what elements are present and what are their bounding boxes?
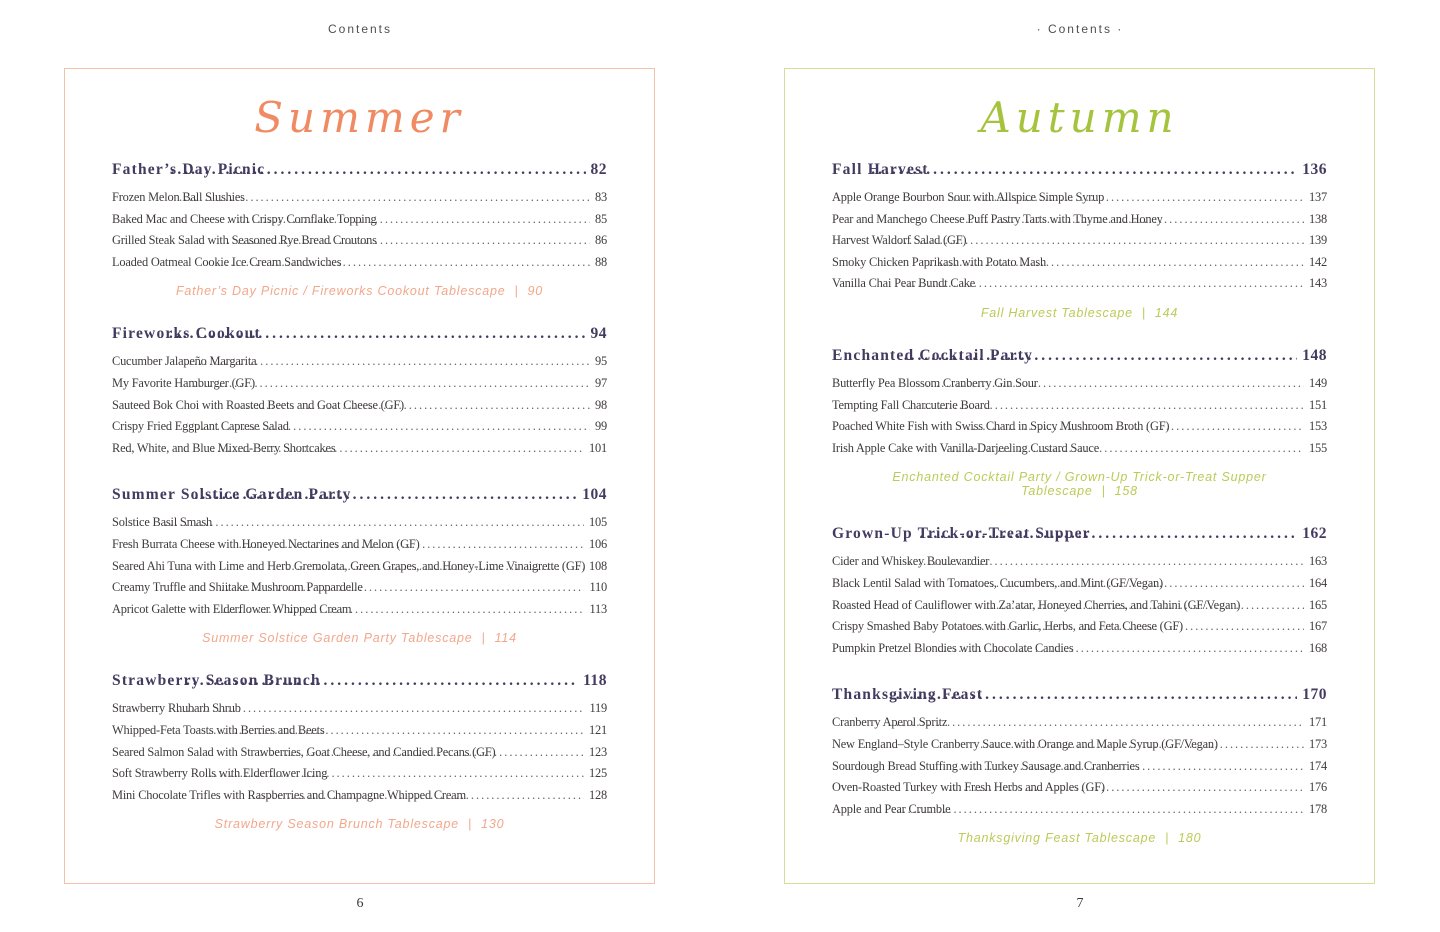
dot-leader [184, 351, 590, 373]
tablescape-label: Enchanted Cocktail Party / Grown-Up Trick-or-Treat Supper Tablescape [892, 470, 1267, 499]
dot-leader [938, 638, 1304, 660]
menu-title: Grown-Up Trick-or-Treat Supper [832, 525, 1091, 543]
recipe-page-number: 155 [1309, 440, 1327, 455]
recipe-title: New England–Style Cranberry Sauce with Orange and Maple Syrup (GF/Vegan) [832, 736, 1218, 751]
dot-leader [948, 777, 1304, 799]
menu-title: Strawberry Season Brunch [112, 672, 321, 690]
recipe-title: Seared Salmon Salad with Strawberries, Goat Cheese, and Candied Pecans (GF) [112, 744, 496, 759]
dot-leader [227, 230, 590, 252]
tablescape-label: Father’s Day Picnic / Fireworks Cookout Tablescape [175, 284, 506, 299]
toc-item-row [832, 230, 1327, 252]
dot-leader [183, 373, 590, 395]
recipe-list [112, 512, 607, 620]
tablescape-page-number: 90 [527, 284, 544, 299]
menu-section [112, 485, 607, 645]
toc-item-row [832, 395, 1327, 417]
toc-item-row [832, 712, 1327, 734]
recipe-title: Vanilla Chai Pear Bundt Cake [832, 276, 976, 291]
dot-leader [980, 734, 1304, 756]
recipe-page-number: 164 [1309, 575, 1327, 590]
toc-item-row [112, 599, 607, 621]
recipe-page-number: 108 [589, 558, 607, 573]
recipe-page-number: 101 [589, 440, 607, 455]
toc-item-row [112, 230, 607, 252]
recipe-title: My Favorite Hamburger (GF) [112, 375, 255, 390]
dot-leader [215, 252, 590, 274]
dot-leader [260, 742, 584, 764]
recipe-title: Loaded Oatmeal Cookie Ice Cream Sandwiches [112, 254, 342, 269]
recipe-title: Oven-Roasted Turkey with Fresh Herbs and Apples (GF) [832, 780, 1105, 795]
toc-item-row [832, 373, 1327, 395]
page-number: 6 [356, 896, 364, 911]
dot-leader [946, 438, 1304, 460]
dot-leader [959, 756, 1304, 778]
menu-page-number: 170 [1302, 686, 1327, 704]
menu-page-number: 82 [590, 161, 607, 178]
recipe-page-number: 176 [1309, 780, 1327, 795]
tablescape-label: Summer Solstice Garden Party Tablescape [202, 631, 473, 646]
running-head: · Contents · [1036, 22, 1124, 36]
recipe-page-number: 95 [595, 354, 607, 369]
menu-section [112, 160, 607, 298]
menu-section [112, 324, 607, 459]
toc-item-row [112, 534, 607, 556]
toc-item-row [832, 416, 1327, 438]
menu-section [832, 685, 1327, 845]
recipe-page-number: 163 [1309, 554, 1327, 569]
toc-item-row [112, 373, 607, 395]
menu-section [832, 160, 1327, 320]
recipe-title: Mini Chocolate Trifles with Raspberries and Champagne Whipped Cream [112, 787, 466, 802]
dot-leader [212, 438, 584, 460]
tablescape-divider: | [514, 284, 519, 299]
menu-section [112, 671, 607, 831]
recipe-page-number: 121 [589, 722, 607, 737]
recipe-page-number: 125 [589, 766, 607, 781]
dot-leader [281, 556, 584, 578]
toc-item-row [112, 209, 607, 231]
menu-title: Summer Solstice Garden Party [112, 486, 352, 504]
dot-leader [177, 698, 585, 720]
toc-item-row [832, 799, 1327, 821]
sections-container [832, 160, 1327, 845]
recipe-title: Irish Apple Cake with Vanilla-Darjeeling Custard Sauce [832, 440, 1100, 455]
dot-leader [208, 720, 584, 742]
dot-leader [186, 671, 578, 691]
menu-heading-row [112, 671, 607, 691]
dot-leader [891, 712, 1304, 734]
recipe-page-number: 106 [589, 536, 607, 551]
recipe-list [832, 187, 1327, 295]
tablescape-page-number: 180 [1178, 831, 1202, 846]
toc-item-row [832, 438, 1327, 460]
recipe-title: Sourdough Bread Stuffing with Turkey Sausage and Cranberries [832, 758, 1140, 773]
menu-heading-row [832, 160, 1327, 180]
recipe-page-number: 99 [595, 419, 607, 434]
recipe-page-number: 137 [1309, 190, 1327, 204]
dot-leader [965, 573, 1304, 595]
dot-leader [986, 595, 1304, 617]
recipe-page-number: 105 [589, 515, 607, 530]
recipe-title: Cucumber Jalapeño Margarita [112, 354, 257, 369]
recipe-page-number: 86 [595, 233, 607, 248]
menu-heading-row [832, 524, 1327, 544]
dot-leader [235, 395, 590, 417]
recipe-title: Strawberry Rhubarb Shrub [112, 701, 241, 716]
tablescape-page-number: 130 [481, 817, 505, 832]
dot-leader [967, 416, 1304, 438]
toc-item-row [832, 209, 1327, 231]
recipe-page-number: 139 [1309, 233, 1327, 248]
toc-frame [64, 68, 655, 884]
recipe-page-number: 153 [1309, 419, 1327, 434]
dot-leader [902, 273, 1304, 295]
recipe-list [832, 551, 1327, 659]
recipe-title: Soft Strawberry Rolls with Elderflower Icing [112, 766, 328, 781]
toc-item-row [112, 698, 607, 720]
recipe-page-number: 123 [589, 744, 607, 759]
menu-title: Fireworks Cookout [112, 325, 261, 343]
tablescape-page-number: 144 [1154, 305, 1179, 320]
toc-frame [784, 68, 1375, 884]
recipe-page-number: 113 [589, 601, 607, 616]
tablescape-note [112, 817, 607, 831]
recipe-title: Creamy Truffle and Shiitake Mushroom Pappardelle [112, 580, 363, 595]
tablescape-divider: | [1165, 831, 1170, 846]
recipe-title: Seared Ahi Tuna with Lime and Herb Gremolata, Green Grapes, and Honey-Lime Vinaigrette (GF) [112, 558, 586, 573]
dot-leader [217, 599, 584, 621]
toc-item-row [112, 556, 607, 578]
menu-heading-row [832, 346, 1327, 366]
dot-leader [948, 187, 1304, 209]
toc-item-row [112, 438, 607, 460]
recipe-title: Sauteed Bok Choi with Roasted Beets and Goat Cheese (GF) [112, 397, 404, 412]
dot-leader [239, 534, 584, 556]
tablescape-note [112, 284, 607, 298]
recipe-list [112, 698, 607, 806]
recipe-title: Smoky Chicken Paprikash with Potato Mash [832, 254, 1046, 269]
dot-leader [196, 416, 590, 438]
recipe-title: Fresh Burrata Cheese with Honeyed Nectarines and Melon (GF) [112, 536, 420, 551]
toc-item-row [832, 551, 1327, 573]
dot-leader [871, 160, 1297, 180]
toc-item-row [832, 638, 1327, 660]
recipe-title: Tempting Fall Charcuterie Board [832, 397, 990, 412]
recipe-page-number: 143 [1309, 276, 1327, 291]
recipe-title: Crispy Fried Eggplant Caprese Salad [112, 419, 289, 434]
recipe-title: Cider and Whiskey Boulevardier [832, 554, 990, 569]
tablescape-divider: | [481, 631, 486, 646]
toc-item-row [112, 395, 607, 417]
toc-item-row [112, 742, 607, 764]
dot-leader [926, 373, 1304, 395]
toc-item-row [112, 416, 607, 438]
recipe-title: Red, White, and Blue Mixed-Berry Shortcakes [112, 440, 336, 455]
dot-leader [194, 485, 577, 505]
recipe-title: Solstice Basil Smash [112, 515, 212, 530]
recipe-page-number: 98 [595, 397, 607, 412]
toc-item-row [112, 720, 607, 742]
dot-leader [904, 346, 1298, 366]
menu-section [832, 346, 1327, 498]
recipe-title: Apricot Galette with Elderflower Whipped Cream [112, 601, 352, 616]
toc-item-row [832, 252, 1327, 274]
recipe-page-number: 173 [1309, 736, 1327, 751]
season-title: Summer [254, 93, 465, 142]
toc-item-row [832, 616, 1327, 638]
recipe-page-number: 151 [1309, 397, 1327, 412]
tablescape-page-number: 158 [1114, 484, 1138, 499]
recipe-title: Baked Mac and Cheese with Crispy Cornflake Topping [112, 211, 377, 226]
toc-item-row [832, 734, 1327, 756]
dot-leader [965, 209, 1304, 231]
recipe-page-number: 83 [595, 190, 607, 204]
page-number: 7 [1076, 896, 1084, 911]
menu-page-number: 118 [583, 672, 607, 690]
recipe-list [832, 373, 1327, 459]
recipe-title: Whipped-Feta Toasts with Berries and Beets [112, 722, 325, 737]
recipe-page-number: 85 [595, 211, 607, 226]
dot-leader [164, 512, 584, 534]
menu-title: Thanksgiving Feast [832, 686, 984, 704]
dot-leader [221, 577, 584, 599]
toc-item-row [112, 577, 607, 599]
recipe-title: Grilled Steak Salad with Seasoned Rye Bread Croutons [112, 233, 377, 248]
recipe-page-number: 128 [589, 787, 607, 802]
toc-item-row [832, 273, 1327, 295]
tablescape-note [832, 306, 1327, 320]
toc-item-row [832, 595, 1327, 617]
recipe-page-number: 174 [1309, 758, 1327, 773]
toc-item-row [112, 512, 607, 534]
dot-leader [920, 524, 1298, 544]
dot-leader [227, 209, 590, 231]
recipe-page-number: 168 [1309, 640, 1327, 655]
tablescape-divider: | [1101, 484, 1106, 499]
recipe-page-number: 110 [589, 580, 607, 595]
recipe-page-number: 171 [1309, 715, 1327, 730]
recipe-title: Black Lentil Salad with Tomatoes, Cucumbers, and Mint (GF/Vegan) [832, 575, 1163, 590]
dot-leader [908, 395, 1304, 417]
recipe-list [832, 712, 1327, 820]
toc-item-row [832, 777, 1327, 799]
tablescape-note [112, 631, 607, 645]
toc-item-row [112, 252, 607, 274]
tablescape-label: Thanksgiving Feast Tablescape [957, 831, 1157, 846]
toc-item-row [832, 187, 1327, 209]
menu-title: Father’s Day Picnic [112, 161, 266, 178]
menu-page-number: 104 [582, 486, 607, 504]
toc-item-row [112, 187, 607, 209]
menu-heading-row [832, 685, 1327, 705]
dot-leader [169, 324, 585, 344]
recipe-title: Pear and Manchego Cheese Puff Pastry Tarts with Thyme and Honey [832, 211, 1163, 226]
dot-leader [209, 763, 584, 785]
recipe-title: Cranberry Aperol Spritz [832, 715, 948, 730]
recipe-title: Roasted Head of Cauliflower with Za’atar, Honeyed Cherries, and Tahini (GF/Vegan) [832, 597, 1241, 612]
toc-item-row [112, 763, 607, 785]
dot-leader [899, 230, 1304, 252]
toc-item-row [832, 573, 1327, 595]
recipe-title: Apple and Pear Crumble [832, 801, 951, 816]
menu-title: Enchanted Cocktail Party [832, 346, 1034, 364]
tablescape-label: Fall Harvest Tablescape [980, 305, 1133, 320]
menu-heading-row [112, 324, 607, 344]
recipe-page-number: 178 [1309, 801, 1327, 816]
recipe-page-number: 142 [1309, 254, 1327, 269]
dot-leader [179, 187, 590, 209]
toc-item-row [832, 756, 1327, 778]
tablescape-note [832, 831, 1327, 845]
dot-leader [892, 799, 1304, 821]
toc-item-row [112, 351, 607, 373]
dot-leader [908, 551, 1304, 573]
dot-leader [889, 685, 1297, 705]
dot-leader [170, 160, 585, 180]
recipe-list [112, 187, 607, 273]
menu-heading-row [112, 485, 607, 505]
recipe-title: Pumpkin Pretzel Blondies with Chocolate Candies [832, 640, 1074, 655]
recipe-title: Apple Orange Bourbon Sour with Allspice Simple Syrup [832, 190, 1105, 204]
recipe-page-number: 165 [1309, 597, 1327, 612]
menu-title: Fall Harvest [832, 161, 929, 178]
menu-heading-row [112, 160, 607, 180]
recipe-title: Poached White Fish with Swiss Chard in Spicy Mushroom Broth (GF) [832, 419, 1170, 434]
menu-page-number: 148 [1302, 346, 1327, 364]
recipe-page-number: 88 [595, 254, 607, 269]
sections-container [112, 160, 607, 831]
recipe-title: Butterfly Pea Blossom Cranberry Gin Sour [832, 375, 1038, 390]
toc-item-row [112, 785, 607, 807]
recipe-title: Crispy Smashed Baby Potatoes with Garlic, Herbs, and Feta Cheese (GF) [832, 619, 1183, 634]
tablescape-label: Strawberry Season Brunch Tablescape [214, 817, 459, 832]
menu-page-number: 94 [590, 325, 607, 343]
dot-leader [929, 252, 1304, 274]
tablescape-divider: | [468, 817, 473, 832]
dot-leader [971, 616, 1304, 638]
recipe-title: Frozen Melon Ball Slushies [112, 190, 245, 204]
dot-leader [252, 785, 584, 807]
tablescape-note [832, 470, 1327, 498]
menu-page-number: 136 [1302, 161, 1327, 178]
menu-page-number: 162 [1302, 525, 1327, 543]
recipe-page-number: 138 [1309, 211, 1327, 226]
page-autumn [720, 0, 1440, 932]
recipe-page-number: 119 [589, 701, 607, 716]
season-title: Autumn [980, 93, 1179, 142]
tablescape-page-number: 114 [494, 631, 517, 646]
tablescape-divider: | [1141, 305, 1146, 320]
recipe-page-number: 167 [1309, 619, 1327, 634]
recipe-page-number: 97 [595, 375, 607, 390]
recipe-list [112, 351, 607, 459]
running-head: Contents [327, 22, 393, 36]
recipe-page-number: 149 [1309, 375, 1327, 390]
menu-section [832, 524, 1327, 659]
recipe-title: Harvest Waldorf Salad (GF) [832, 233, 967, 248]
